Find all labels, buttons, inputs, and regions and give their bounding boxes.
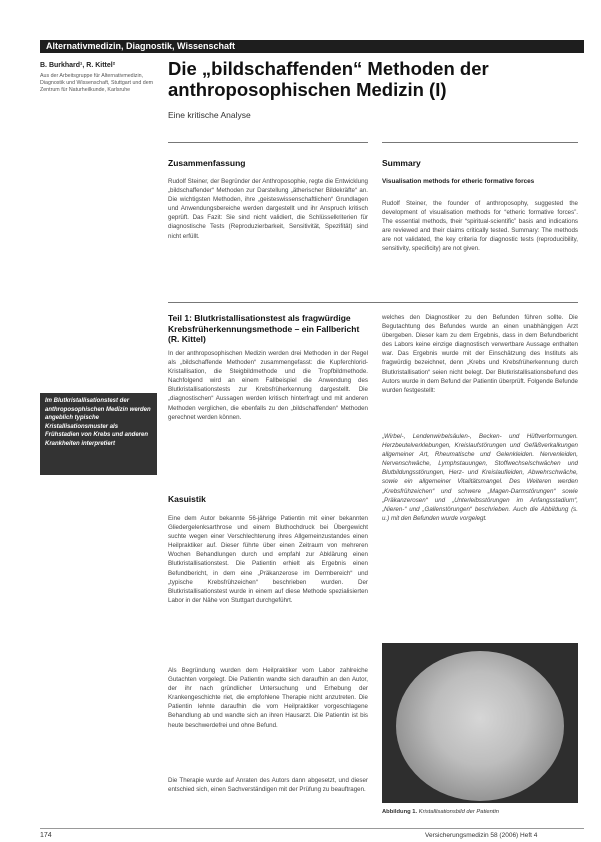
summary-subheading: Visualisation methods for etheric formative forces — [382, 178, 535, 185]
zusammenfassung-heading: Zusammenfassung — [168, 158, 246, 168]
kasuistik-heading: Kasuistik — [168, 494, 206, 504]
section-header-bar: Alternativmedizin, Diagnostik, Wissenschaft — [40, 40, 584, 53]
author-names: B. Burkhard¹, R. Kittel² — [40, 62, 116, 69]
divider — [168, 302, 578, 303]
summary-heading: Summary — [382, 158, 421, 168]
author-affiliation: Aus der Arbeitsgruppe für Alternativmedizin, Diagnostik und Wissenschaft, Stuttgart und dem Zentrum für Naturheilkunde, Karlsruhe — [40, 73, 154, 93]
kasuistik-paragraph-2: Als Begründung wurden dem Heilpraktiker vom Labor zahlreiche Gutachten vorgelegt. Die Patientin wandte sich daraufhin an den Autor, der ihr nach gründlicher Untersuchung und Erhebung der Krankengeschichte riet, die empfohlene Therapie nicht anzutreten. Die Patientin lehnte daraufhin die vom Heilpraktiker vorgeschlagene Behandlung ab und wandte sich an ihren Hausarzt. Die Patientin ist bis heute beschwerdefrei und ohne Befund. — [168, 667, 368, 729]
summary-text: Rudolf Steiner, the founder of anthroposophy, suggested the development of visualisation methods for “etheric formative forces”. The essential methods, their “spiritual-scientific” basis and indications are reviewed and their claims critically tested. Summary: The methods are not validated, the key criteria for diagnostic tests (reproducibility, sensitivity, specificity) are not given. — [382, 200, 578, 253]
divider — [168, 142, 368, 143]
journal-reference: Versicherungsmedizin 58 (2006) Heft 4 — [425, 832, 538, 839]
right-column-paragraph: welches den Diagnostiker zu den Befunden führen sollte. Die Begutachtung des Befundes wurde an einen unabhängigen Arzt übergeben. Dieser kam zu dem Ergebnis, dass in dem Befundbericht des Labors keine einzige diagnostisch verwertbare Aussage enthalten war. Das Ergebnis wurde mit der Einschätzung des Instituts als fragwürdig bezeichnet, denn „Krebs und Krebsfrüherkennung durch Blutkristallisation“ seien nicht belegt. Der Blutkristallisationsbefund des Autors wurde in dem Befund der Patientin überprüft. Folgende Befunde wurden festgestellt: — [382, 314, 578, 394]
crystallization-figure — [382, 643, 578, 803]
author-block — [40, 62, 158, 94]
figure-label: Abbildung 1. — [382, 809, 418, 815]
teil1-heading: Teil 1: Blutkristallisationstest als fragwürdige Krebsfrüherkennungsmethode – ein Fallbericht (R. Kittel) — [168, 313, 360, 344]
divider — [382, 142, 578, 143]
figure-caption — [382, 809, 578, 815]
symptom-quote: „Wirbel-, Lendenwirbelsäulen-, Becken- und Hüftverformungen. Herzbeutelverklebungen, Kreislaufstörungen und Gefäßverkalkungen allgemeiner Art, Rheumatische und Gelenkleiden. Nervenleiden, Nervenschwäche, Lymphstauungen, Stoffwechselschwächen und Blutbildungsstörungen, Herz- und Kreislaufleiden, Abwehrschwäche, sowie ein allgemeiner Vitalitätsmangel. Des Weiteren werden „Krebsfrühzeichen“ und schwere „Magen-Darmstörungen“ sowie „Präkanzerosen“ und „Unterleibsstörungen im Anfangsstadium“, „Nieren-“ und „Gallenstörungen“ beschrieben. Auch die Abbildung (s. u.) mit den Befunden wurde vorgelegt. — [382, 433, 578, 522]
article-subtitle: Eine kritische Analyse — [168, 110, 251, 120]
teil1-text: In der anthroposophischen Medizin werden drei Methoden in der Regel als „bildschaffende Methoden“ zusammengefasst: die Kupferchlorid-Kristallisation, die Steigbildmethode und die Tropfbildmethode. Nachfolgend wird an einem Fallbeispiel die Anwendung des Blutkristallisationstests zur Krebsfrüherkennung dargestellt. Die „diagnostischen“ Aussagen werden kritisch hinterfragt und mit anderen Methoden verglichen, die ebenfalls zu den „bildschaffenden“ Methoden gerechnet werden können. — [168, 350, 368, 421]
kasuistik-paragraph-3: Die Therapie wurde auf Anraten des Autors dann abgesetzt, und dieser entschied sich, einen Sachverständigen mit der Prüfung zu beauftragen. — [168, 777, 368, 794]
figure-caption-text: Kristallisationsbild der Patientin — [418, 809, 499, 815]
kasuistik-paragraph-1: Eine dem Autor bekannte 56-jährige Patientin mit einer bekannten Gliedergelenksarthrose und einem Bluthochdruck bei Übergewicht suchte wegen einer Verschlechterung ihres Allgemeinzustandes einen Heilpraktiker auf. Dieser führte über einen Zeitraum von mehreren Wochen Behandlungen durch und empfahl zur Abklärung einen Blutkristallisationstest. Die Patientin erhielt als Ergebnis einen Befundbericht, in dem eine „Präkanzerose im Dermbereich“ und „typische Krebsfrühzeichen“ beschrieben wurden. Der Blutkristallisationstest wurde in einem auf diese Methode spezialisierten Labor in der Nähe von Stuttgart durchgeführt. — [168, 515, 368, 604]
crystallization-disc-image — [396, 651, 564, 801]
zusammenfassung-text: Rudolf Steiner, der Begründer der Anthroposophie, regte die Entwicklung „bildschaffender“ Methoden zur Darstellung „ätherischer Bildekräfte“ an. Die wichtigsten Methoden, ihre „geisteswissenschaftlichen“ Grundlagen und Anwendungsbereiche werden dargestellt und ihr Anspruch kritisch geprüft. Das Fazit: Sie sind nicht validiert, die Schlüsselkriterien für diagnostische Tests (Reproduzierbarkeit, Sensitivität, Spezifität) sind nicht erfüllt. — [168, 178, 368, 240]
footer-divider — [40, 828, 584, 829]
page-number: 174 — [40, 832, 52, 839]
article-title: Die „bildschaffenden“ Methoden der anthroposophischen Medizin (I) — [168, 58, 489, 100]
sidebar-callout: Im Blutkristallisationstest der anthroposophischen Medizin werden angeblich typische Kristallisationsmuster als Frühstadien von Krebs und anderen Krankheiten interpretiert — [40, 393, 157, 475]
